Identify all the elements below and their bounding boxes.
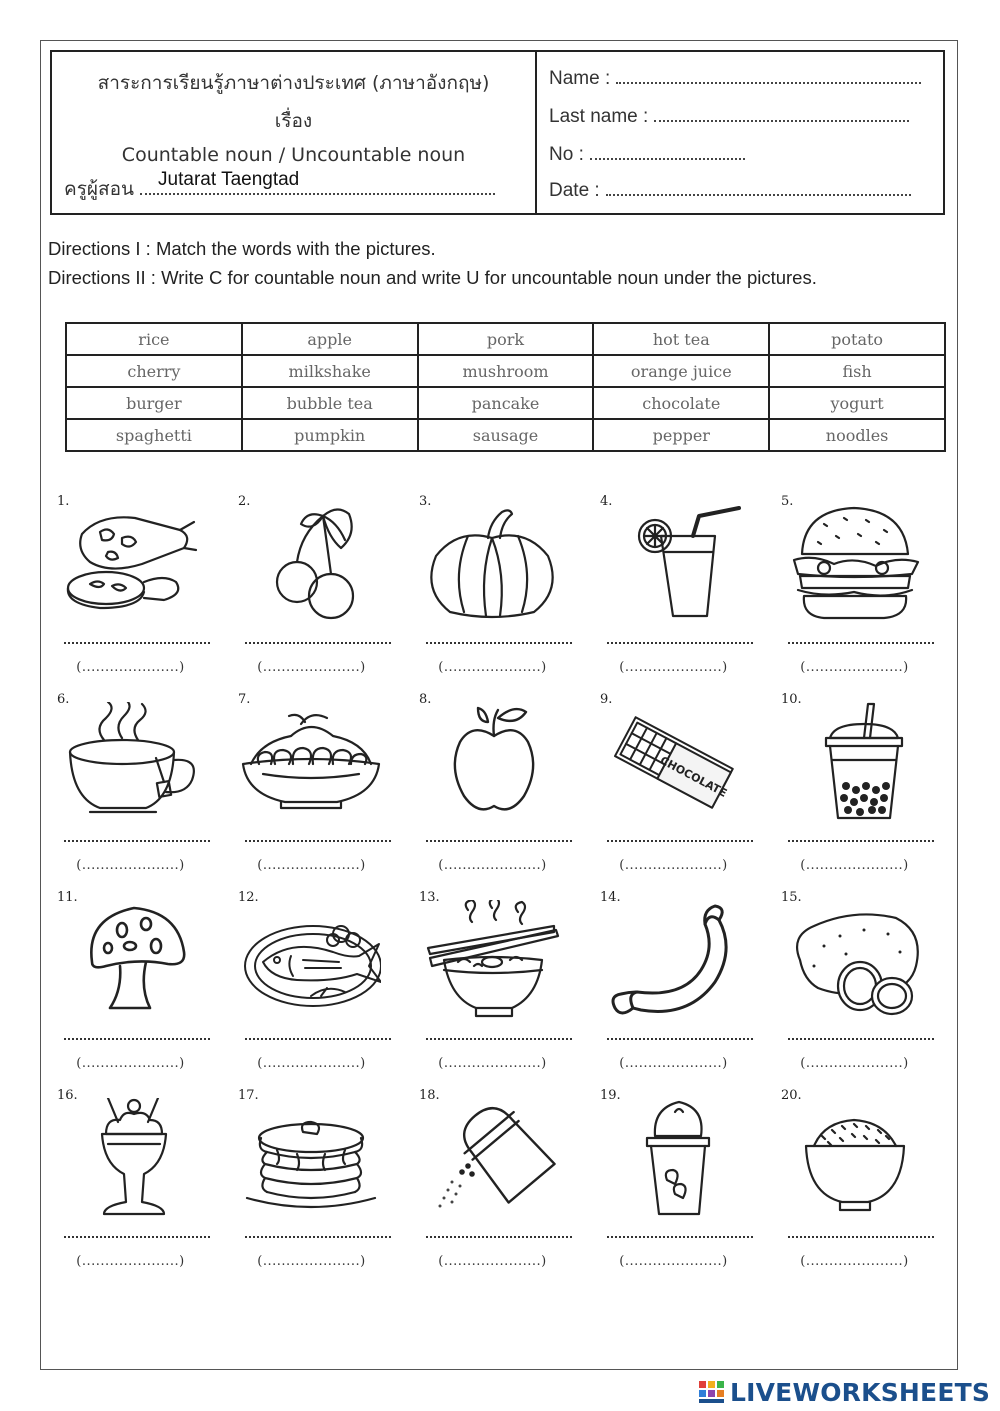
noodles-icon	[422, 900, 562, 1020]
item-number: 10.	[781, 692, 802, 707]
item-number: 5.	[781, 494, 794, 509]
answer-line[interactable]	[788, 642, 934, 644]
orange-juice-icon	[603, 504, 743, 624]
last-name-label: Last name :	[549, 106, 649, 127]
word-cell: mushroom	[418, 355, 594, 387]
cu-answer[interactable]: (.....................)	[619, 1254, 728, 1269]
name-row	[549, 68, 921, 90]
item-number: 12.	[238, 890, 259, 905]
cu-answer[interactable]: (.....................)	[800, 1056, 909, 1071]
answer-line[interactable]	[245, 840, 391, 842]
word-row	[66, 419, 945, 451]
item-number: 4.	[600, 494, 613, 509]
item-number: 15.	[781, 890, 802, 905]
answer-line[interactable]	[426, 1236, 572, 1238]
sausage-icon	[603, 900, 743, 1020]
item-cell	[402, 1088, 583, 1286]
teacher-name: Jutarat Taengtad	[158, 169, 300, 190]
teacher-field[interactable]	[140, 169, 495, 195]
subject-line: สาระการเรียนรู้ภาษาต่างประเทศ (ภาษาอังกฤษ)	[97, 72, 490, 94]
answer-line[interactable]	[245, 1236, 391, 1238]
item-number: 11.	[57, 890, 78, 905]
word-cell: pork	[418, 323, 594, 355]
item-cell	[583, 1088, 764, 1286]
word-cell: orange juice	[593, 355, 769, 387]
cu-answer[interactable]: (.....................)	[257, 660, 366, 675]
word-cell: cherry	[66, 355, 242, 387]
chocolate-icon	[603, 702, 743, 822]
mushroom-icon	[60, 900, 200, 1020]
answer-line[interactable]	[607, 642, 753, 644]
word-cell: spaghetti	[66, 419, 242, 451]
word-cell: fish	[769, 355, 945, 387]
item-number: 20.	[781, 1088, 802, 1103]
answer-line[interactable]	[245, 642, 391, 644]
answer-line[interactable]	[788, 840, 934, 842]
cu-answer[interactable]: (.....................)	[438, 1056, 547, 1071]
cu-answer[interactable]: (.....................)	[438, 1254, 547, 1269]
word-bank-table	[65, 322, 946, 452]
item-number: 7.	[238, 692, 251, 707]
word-cell: apple	[242, 323, 418, 355]
header-left	[52, 52, 537, 213]
word-cell: pancake	[418, 387, 594, 419]
word-cell: pumpkin	[242, 419, 418, 451]
no-row	[549, 144, 745, 166]
answer-line[interactable]	[607, 1236, 753, 1238]
rice-icon	[784, 1098, 924, 1218]
fish-icon	[241, 900, 381, 1020]
date-row	[549, 180, 911, 202]
cu-answer[interactable]: (.....................)	[800, 660, 909, 675]
header-box	[50, 50, 945, 215]
cu-answer[interactable]: (.....................)	[76, 660, 185, 675]
liveworksheets-logo	[698, 1377, 990, 1407]
answer-line[interactable]	[607, 1038, 753, 1040]
word-cell: sausage	[418, 419, 594, 451]
liveworksheets-logo-icon	[698, 1379, 726, 1405]
teacher-label: ครูผู้สอน	[64, 178, 135, 200]
item-cell	[40, 692, 221, 890]
topic-label: เรื่อง	[274, 110, 313, 132]
item-cell	[221, 692, 402, 890]
item-number: 16.	[57, 1088, 78, 1103]
answer-line[interactable]	[788, 1038, 934, 1040]
item-number: 18.	[419, 1088, 440, 1103]
directions-2: Directions II : Write C for countable noun and write U for uncountable noun under the pictures.	[48, 267, 817, 288]
bubble-tea-icon	[784, 702, 924, 822]
word-row	[66, 323, 945, 355]
cu-answer[interactable]: (.....................)	[438, 858, 547, 873]
item-number: 14.	[600, 890, 621, 905]
last-name-field[interactable]	[654, 106, 909, 122]
milkshake-icon	[60, 1098, 200, 1218]
cu-answer[interactable]: (.....................)	[257, 1254, 366, 1269]
word-cell: rice	[66, 323, 242, 355]
item-number: 19.	[600, 1088, 621, 1103]
word-cell: noodles	[769, 419, 945, 451]
answer-line[interactable]	[426, 1038, 572, 1040]
item-cell	[221, 494, 402, 692]
item-cell	[764, 494, 945, 692]
no-label: No :	[549, 144, 584, 165]
name-field[interactable]	[616, 68, 921, 84]
burger-icon	[784, 504, 924, 624]
word-cell: pepper	[593, 419, 769, 451]
answer-line[interactable]	[426, 840, 572, 842]
item-cell	[402, 692, 583, 890]
word-row	[66, 387, 945, 419]
answer-line[interactable]	[788, 1236, 934, 1238]
answer-line[interactable]	[607, 840, 753, 842]
pancake-icon	[241, 1098, 381, 1218]
item-number: 13.	[419, 890, 440, 905]
cu-answer[interactable]: (.....................)	[800, 1254, 909, 1269]
item-cell	[40, 494, 221, 692]
hot-tea-icon	[60, 702, 200, 822]
word-cell: potato	[769, 323, 945, 355]
item-cell	[402, 890, 583, 1088]
cu-answer[interactable]: (.....................)	[619, 660, 728, 675]
cu-answer[interactable]: (.....................)	[257, 858, 366, 873]
date-label: Date :	[549, 180, 600, 201]
date-field[interactable]	[606, 180, 911, 196]
name-label: Name :	[549, 68, 611, 89]
cu-answer[interactable]: (.....................)	[619, 858, 728, 873]
cu-answer[interactable]: (.....................)	[76, 1056, 185, 1071]
potato-icon	[784, 900, 924, 1020]
item-number: 17.	[238, 1088, 259, 1103]
cu-answer[interactable]: (.....................)	[76, 858, 185, 873]
header-right	[537, 52, 943, 213]
pork-icon	[60, 504, 200, 624]
cu-answer[interactable]: (.....................)	[76, 1254, 185, 1269]
item-cell	[764, 692, 945, 890]
item-cell	[221, 890, 402, 1088]
answer-line[interactable]	[64, 1038, 210, 1040]
answer-line[interactable]	[245, 1038, 391, 1040]
yogurt-icon	[603, 1098, 743, 1218]
word-row	[66, 355, 945, 387]
item-number: 1.	[57, 494, 70, 509]
item-number: 2.	[238, 494, 251, 509]
directions-1: Directions I : Match the words with the pictures.	[48, 238, 436, 259]
word-cell: milkshake	[242, 355, 418, 387]
topic-title: Countable noun / Uncountable noun	[121, 144, 466, 166]
no-field[interactable]	[590, 144, 745, 160]
word-cell: hot tea	[593, 323, 769, 355]
item-cell	[583, 692, 764, 890]
item-cell	[583, 494, 764, 692]
answer-line[interactable]	[64, 840, 210, 842]
pumpkin-icon	[422, 504, 562, 624]
item-number: 9.	[600, 692, 613, 707]
word-cell: burger	[66, 387, 242, 419]
answer-line[interactable]	[64, 642, 210, 644]
word-cell: chocolate	[593, 387, 769, 419]
liveworksheets-brand-text: LIVEWORKSHEETS	[730, 1377, 991, 1407]
word-cell: yogurt	[769, 387, 945, 419]
cu-answer[interactable]: (.....................)	[257, 1056, 366, 1071]
item-number: 3.	[419, 494, 432, 509]
pepper-icon	[422, 1098, 562, 1218]
item-cell	[764, 1088, 945, 1286]
last-name-row	[549, 106, 909, 128]
item-cell	[40, 1088, 221, 1286]
item-cell	[221, 1088, 402, 1286]
cu-answer[interactable]: (.....................)	[619, 1056, 728, 1071]
teacher-row	[64, 169, 495, 204]
word-cell: bubble tea	[242, 387, 418, 419]
item-cell	[764, 890, 945, 1088]
cu-answer[interactable]: (.....................)	[438, 660, 547, 675]
cu-answer[interactable]: (.....................)	[800, 858, 909, 873]
item-cell	[40, 890, 221, 1088]
item-number: 8.	[419, 692, 432, 707]
cherry-icon	[241, 504, 381, 624]
spaghetti-icon	[241, 702, 381, 822]
item-number: 6.	[57, 692, 70, 707]
answer-line[interactable]	[426, 642, 572, 644]
apple-icon	[422, 702, 562, 822]
chocolate-wrapper-text: CHOCOLATE	[657, 753, 730, 800]
item-cell	[402, 494, 583, 692]
item-cell	[583, 890, 764, 1088]
answer-line[interactable]	[64, 1236, 210, 1238]
